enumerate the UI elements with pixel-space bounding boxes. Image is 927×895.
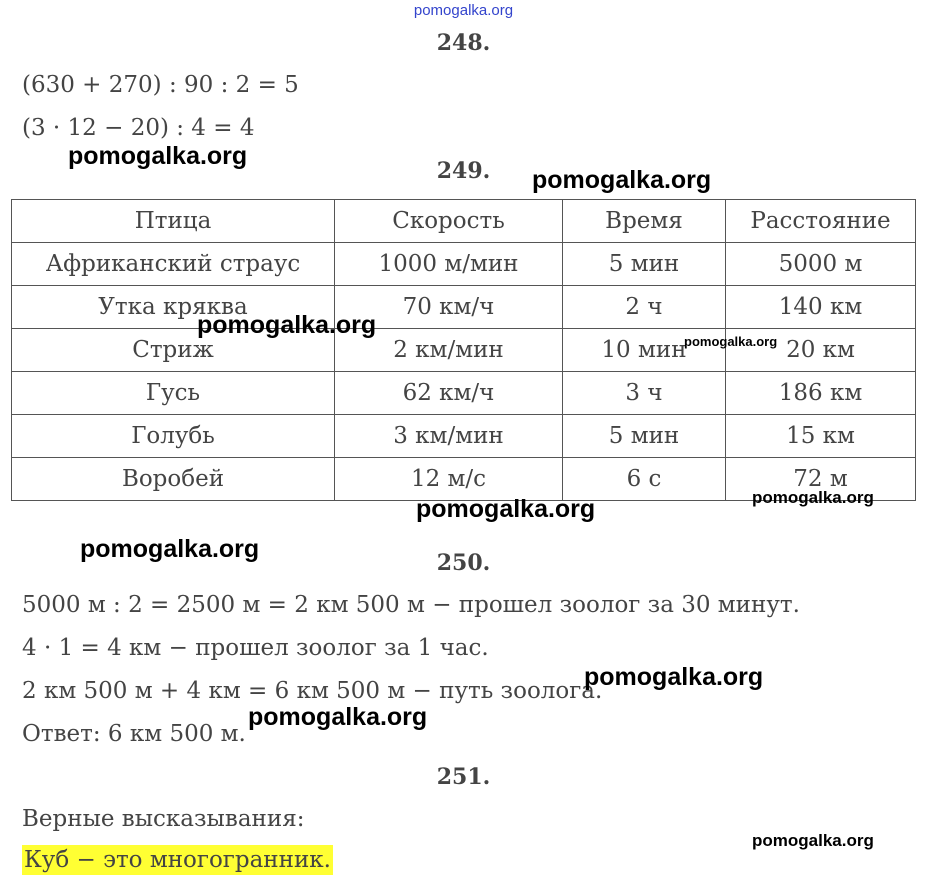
- watermark: pomogalka.org: [80, 535, 260, 563]
- table-cell: 70 км/ч: [335, 286, 563, 329]
- table-cell: 2 ч: [563, 286, 726, 329]
- table-cell: 5 мин: [563, 415, 726, 458]
- task-250-number: 250.: [436, 550, 491, 576]
- table-cell: 72 м: [726, 458, 916, 501]
- table-cell: 3 км/мин: [335, 415, 563, 458]
- top-watermark: pomogalka.org: [413, 2, 514, 19]
- table-header-row: [12, 200, 916, 243]
- table-cell: 15 км: [726, 415, 916, 458]
- task-249-number: 249.: [436, 158, 491, 184]
- table-row: [12, 372, 916, 415]
- table-cell: 3 ч: [563, 372, 726, 415]
- watermark: pomogalka.org: [684, 334, 778, 349]
- birds-table: [11, 199, 916, 501]
- table-cell: 6 с: [563, 458, 726, 501]
- table-cell: Гусь: [12, 372, 335, 415]
- table-cell: 140 км: [726, 286, 916, 329]
- header-cell: Птица: [12, 200, 335, 243]
- table-cell: Африканский страус: [12, 243, 335, 286]
- watermark: pomogalka.org: [752, 831, 874, 850]
- task-251-intro: Верные высказывания:: [22, 806, 305, 832]
- highlighted-text: Куб − это многогранник.: [24, 847, 331, 873]
- table-cell: Голубь: [12, 415, 335, 458]
- task-248-number: 248.: [436, 30, 491, 56]
- task-248-line-1: (630 + 270) : 90 : 2 = 5: [22, 72, 299, 98]
- task-250-line-2: 4 · 1 = 4 км − прошел зоолог за 1 час.: [22, 635, 489, 661]
- task-250-line-3: 2 км 500 м + 4 км = 6 км 500 м − путь зоолога.: [22, 678, 603, 704]
- table-cell: 2 км/мин: [335, 329, 563, 372]
- task-251-highlighted-statement: [22, 847, 333, 873]
- watermark: pomogalka.org: [248, 703, 428, 731]
- watermark: pomogalka.org: [752, 488, 874, 507]
- table-cell: Утка кряква: [12, 286, 335, 329]
- header-cell: Скорость: [335, 200, 563, 243]
- task-250-line-1: 5000 м : 2 = 2500 м = 2 км 500 м − прошел зоолог за 30 минут.: [22, 592, 800, 618]
- task-248-line-2: (3 · 12 − 20) : 4 = 4: [22, 115, 255, 141]
- task-251-number: 251.: [436, 764, 491, 790]
- table-cell: 10 мин: [563, 329, 726, 372]
- table-row: [12, 243, 916, 286]
- watermark: pomogalka.org: [197, 311, 377, 339]
- watermark: pomogalka.org: [584, 663, 764, 691]
- table-cell: 62 км/ч: [335, 372, 563, 415]
- watermark: pomogalka.org: [532, 166, 712, 194]
- table-cell: 186 км: [726, 372, 916, 415]
- table-cell: Воробей: [12, 458, 335, 501]
- table-row: [12, 415, 916, 458]
- header-cell: Время: [563, 200, 726, 243]
- task-250-answer: Ответ: 6 км 500 м.: [22, 721, 246, 747]
- header-cell: Расстояние: [726, 200, 916, 243]
- table-cell: 20 км: [726, 329, 916, 372]
- table-cell: 5000 м: [726, 243, 916, 286]
- table-cell: 1000 м/мин: [335, 243, 563, 286]
- watermark: pomogalka.org: [416, 495, 596, 523]
- table-cell: Стриж: [12, 329, 335, 372]
- table-cell: 5 мин: [563, 243, 726, 286]
- watermark: pomogalka.org: [68, 142, 248, 170]
- table-cell: 12 м/с: [335, 458, 563, 501]
- table-row: [12, 329, 916, 372]
- table-row: [12, 286, 916, 329]
